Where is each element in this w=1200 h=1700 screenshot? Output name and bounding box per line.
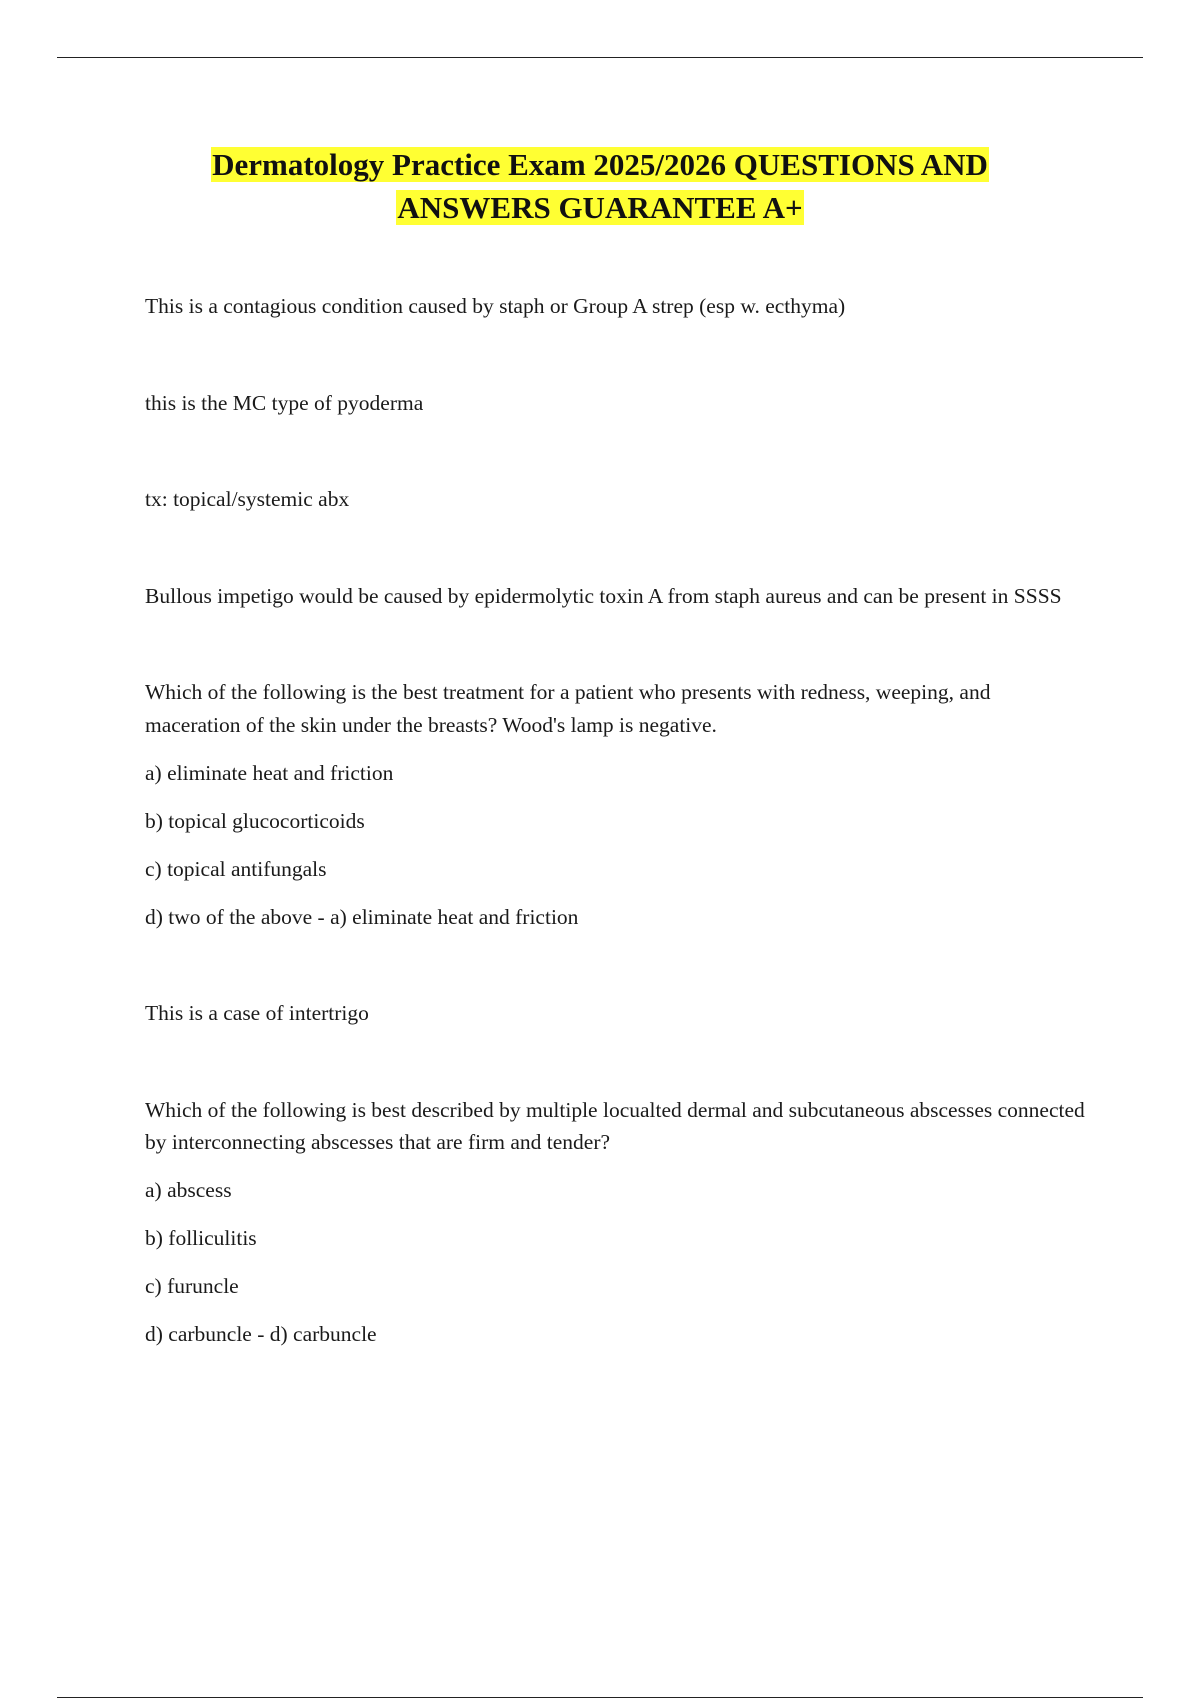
answer-option: a) eliminate heat and friction: [145, 760, 394, 785]
top-rule: [57, 57, 1143, 58]
question-carbuncle: Which of the following is best described by multiple locualted dermal and subcutaneous abscesses connected by interconnecting abscesses that are firm and tender?: [145, 1097, 1085, 1154]
answer-option: c) furuncle: [145, 1274, 239, 1298]
document-title: [0, 143, 1200, 229]
statement-treatment: tx: topical/systemic abx: [145, 487, 350, 511]
statement-bullous-impetigo: Bullous impetigo would be caused by epidermolytic toxin A from staph aureus and can be present in SSSS: [145, 583, 1062, 608]
statement-intertrigo: This is a case of intertrigo: [145, 1001, 369, 1025]
title-line-2: ANSWERS GUARANTEE A+: [397, 190, 803, 225]
answer-option: b) folliculitis: [145, 1226, 257, 1250]
document-body: [145, 290, 1085, 1351]
question-intertrigo: Which of the following is the best treatment for a patient who presents with redness, weeping, and maceration of the skin under the breasts? Wood's lamp is negative.: [145, 680, 991, 737]
answer-option: c) topical antifungals: [145, 856, 327, 881]
answer-option: a) abscess: [145, 1178, 232, 1202]
answer-option: d) two of the above - a) eliminate heat and friction: [145, 904, 579, 929]
statement-pyoderma: this is the MC type of pyoderma: [145, 390, 424, 415]
title-line-1: Dermatology Practice Exam 2025/2026 QUESTIONS AND: [212, 147, 988, 182]
statement-contagious: This is a contagious condition caused by staph or Group A strep (esp w. ecthyma): [145, 294, 846, 318]
answer-option: b) topical glucocorticoids: [145, 808, 365, 833]
answer-option: d) carbuncle - d) carbuncle: [145, 1322, 377, 1346]
bottom-rule: [57, 1697, 1143, 1698]
